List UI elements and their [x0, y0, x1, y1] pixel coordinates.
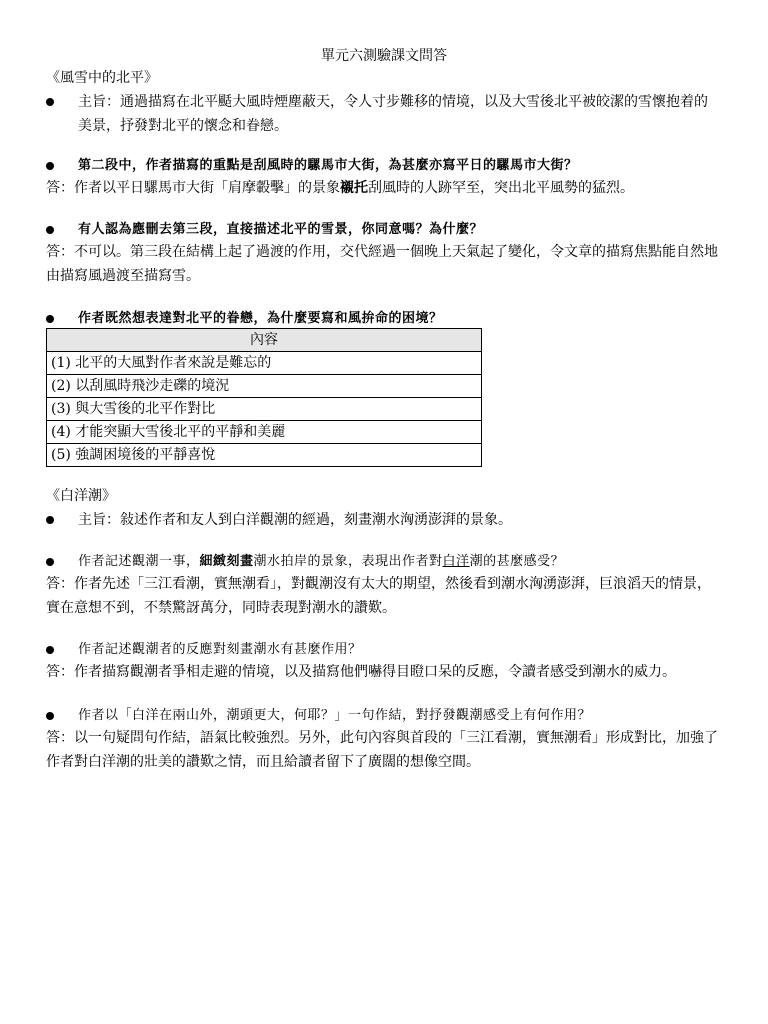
table-header-cell: 內容: [47, 329, 482, 352]
bullet-icon: [46, 315, 54, 323]
bullet-icon: [46, 646, 54, 654]
table-cell: (5) 強調困境後的平靜喜悅: [47, 444, 482, 467]
answer-emphasis: 襯托: [340, 180, 368, 196]
answer-text: 答：不可以。第三段在結構上起了過渡的作用，交代經過一個晚上天氣起了變化，令文章的描寫焦點能自然地由描寫風過渡至描寫雪。: [46, 244, 718, 284]
theme-text: 主旨：通過描寫在北平颳大風時煙塵蔽天，令人寸步難移的情境，以及大雪後北平被皎潔的雪懷抱着的美景，抒發對北平的懷念和眷戀。: [78, 94, 708, 134]
table-cell: (1) 北平的大風對作者來說是難忘的: [47, 352, 482, 375]
question-part: 潮水拍岸的景象，表現出作者對: [253, 554, 443, 569]
answer-text: 答：作者描寫觀潮者爭相走避的情境，以及描寫他們嚇得目瞪口呆的反應，令讀者感受到潮水的威力。: [46, 664, 676, 680]
table-cell: (3) 與大雪後的北平作對比: [47, 398, 482, 421]
answer-text: 答：以一句疑問句作結，語氣比較強烈。另外，此句內容與首段的「三江看潮，實無潮看」形成對比，加強了作者對白洋潮的壯美的讚歎之情，而且給讀者留下了廣闊的想像空間。: [46, 730, 718, 770]
answer-part: 刮風時的人跡罕至，突出北平風勢的猛烈。: [368, 180, 634, 196]
table-row: [47, 398, 482, 421]
table-row: [47, 421, 482, 444]
question-text: 作者記述觀潮者的反應對刻畫潮水有甚麼作用？: [78, 642, 362, 657]
bullet-icon: [46, 226, 54, 234]
answer-part: 答：作者以平日騾馬市大街「肩摩轂擊」的景象: [46, 180, 340, 196]
question-text: 作者既然想表達對北平的眷戀，為什麼要寫和風拚命的困境？: [78, 311, 443, 326]
bullet-icon: [46, 162, 54, 170]
question-underline: 白洋: [442, 554, 470, 569]
question-text: [78, 550, 718, 574]
table-row: [47, 352, 482, 375]
theme-text: 主旨：敍述作者和友人到白洋觀潮的經過，刻畫潮水洶湧澎湃的景象。: [78, 512, 512, 528]
bullet-icon: [46, 516, 54, 524]
section-heading-baiyang: 《白洋潮》: [46, 488, 116, 504]
bullet-icon: [46, 712, 54, 720]
question-part: 潮的甚麼感受？: [469, 554, 565, 569]
table-row: [47, 444, 482, 467]
table-row: [47, 375, 482, 398]
question-text: 有人認為應刪去第三段，直接描述北平的雪景，你同意嗎？為什麼？: [78, 222, 484, 237]
content-table: [46, 328, 482, 467]
page-title: 單元六測驗課文問答: [321, 48, 447, 64]
section-heading-beiping: 《風雪中的北平》: [46, 70, 158, 86]
answer-text: [46, 176, 722, 200]
bullet-icon: [46, 98, 54, 106]
table-cell: (4) 才能突顯大雪後北平的平靜和美麗: [47, 421, 482, 444]
question-text: 第二段中，作者描寫的重點是刮風時的騾馬市大街，為甚麼亦寫平日的騾馬市大街？: [78, 158, 578, 173]
question-text: 作者以「白洋在兩山外，潮頭更大，何耶？」一句作結，對抒發觀潮感受上有何作用？: [78, 708, 592, 723]
answer-text: 答：作者先述「三江看潮，實無潮看」，對觀潮沒有太大的期望，然後看到潮水洶湧澎湃，巨浪滔天的情景，實在意想不到，不禁驚訝萬分，同時表現對潮水的讚歎。: [46, 576, 711, 616]
question-emphasis: 細緻刻畫: [199, 554, 254, 569]
bullet-icon: [46, 558, 54, 566]
table-cell: (2) 以刮風時飛沙走礫的境況: [47, 375, 482, 398]
question-part: 作者記述觀潮一事，: [78, 554, 200, 569]
table-header-row: [47, 329, 482, 352]
